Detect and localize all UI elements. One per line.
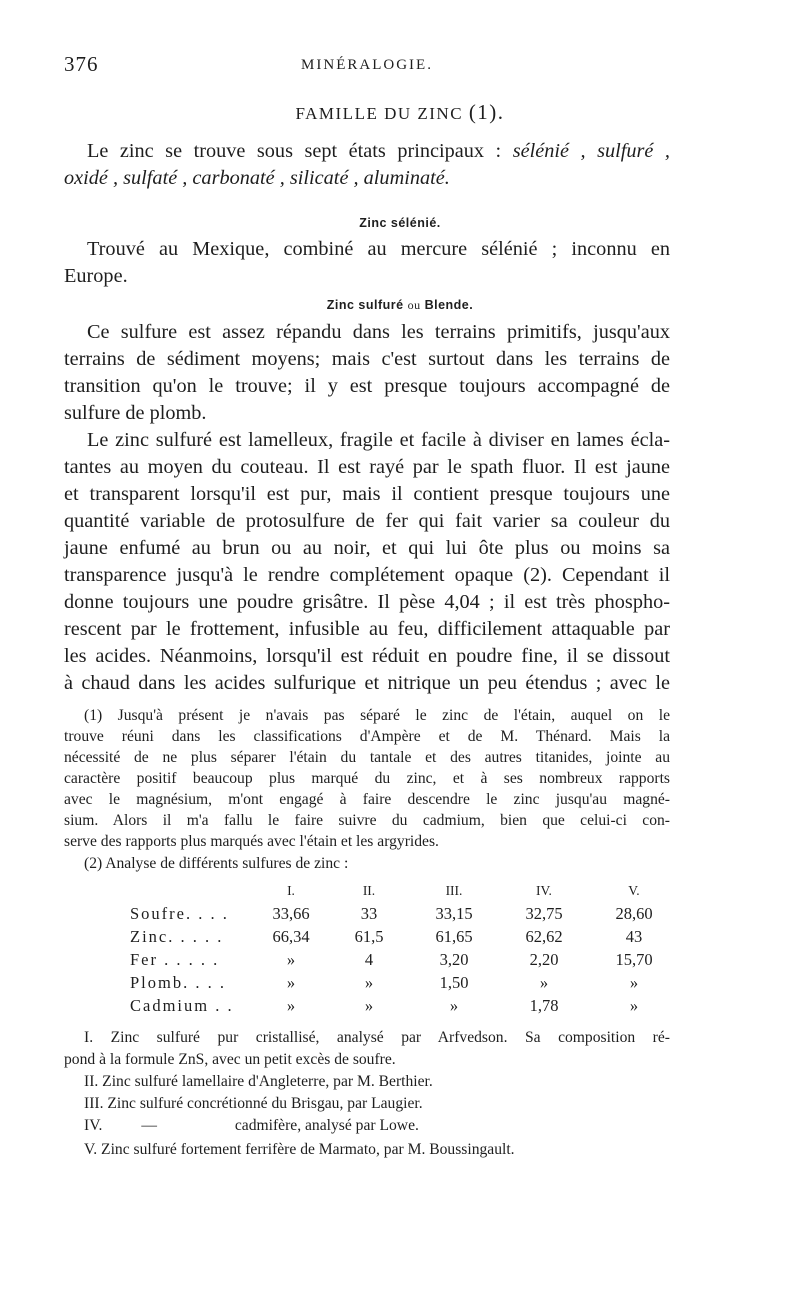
analysis-table (110, 880, 680, 1017)
footnote-line: serve des rapports plus marqués avec l'étain et les argyrides. (64, 833, 439, 850)
table-cell: » (286, 995, 296, 1015)
footnote-line: avec le magnésium, m'ont engagé à faire descendre le zinc jusqu'au magné- (64, 791, 670, 808)
table-cell: 33,15 (435, 903, 473, 923)
table-cell: » (449, 995, 459, 1015)
paragraph-line: jaune enfumé au brun ou au noir, et qui lui ôte plus ou moins sa (64, 537, 670, 559)
table-cell: 2,20 (529, 949, 559, 969)
table-row (110, 902, 680, 925)
source-line: V. Zinc sulfuré fortement ferrifère de Marmato, par M. Boussingault. (84, 1141, 515, 1158)
family-title: FAMILLE DU ZINC (295, 104, 464, 123)
table-cell: » (629, 995, 639, 1015)
table-row (110, 948, 680, 971)
paragraph-line: tantes au moyen du couteau. Il est rayé par le spath fluor. Il est jaune (64, 456, 670, 478)
intro-line: Le zinc se trouve sous sept états principaux : sélénié , sulfuré , (87, 140, 671, 162)
table-cell: 1,50 (439, 972, 469, 992)
running-head (64, 52, 670, 80)
table-cell: » (629, 972, 639, 992)
table-cell: 33,66 (272, 903, 310, 923)
footnote-line: nécessité de ne plus séparer l'étain du tantale et des autres titanides, jointe au (64, 749, 670, 766)
column-header: II. (362, 883, 376, 899)
paragraph-line: et transparent lorsqu'il est pur, mais il contient presque toujours une (64, 483, 670, 505)
paragraph-line: à chaud dans les acides sulfurique et nitrique un peu étendus ; avec le (64, 672, 670, 694)
paragraph-line: quantité variable de protosulfure de fer qui fait varier sa couleur du (64, 510, 670, 532)
table-cell: » (364, 972, 374, 992)
page-number: 376 (64, 52, 99, 76)
table-cell: 61,5 (354, 926, 384, 946)
column-header: I. (287, 883, 295, 899)
table-header-row (110, 880, 680, 902)
row-label: Zinc. . . . . (130, 926, 224, 946)
paragraph-line: Ce sulfure est assez répandu dans les terrains primitifs, jusqu'aux (87, 321, 670, 343)
paragraph-line: transparence jusqu'à le rendre complétement opaque (2). Cependant il (64, 564, 670, 586)
paragraph-line: terrains de sédiment moyens; mais c'est surtout dans les terrains de (64, 348, 670, 370)
column-header: III. (445, 883, 463, 899)
table-cell: 28,60 (615, 903, 653, 923)
source-line: I. Zinc sulfuré pur cristallisé, analysé par Arfvedson. Sa composition ré- (84, 1029, 670, 1046)
section-heading-zinc-selenie: Zinc sélénié. (359, 216, 441, 230)
table-cell: 61,65 (435, 926, 473, 946)
table-cell: 4 (364, 949, 374, 969)
paragraph-line: les acides. Néanmoins, lorsqu'il est réduit en poudre fine, il se dissout (64, 645, 670, 667)
intro-states-italic: sélénié , sulfuré , (512, 140, 671, 162)
paragraph-line: Le zinc sulfuré est lamelleux, fragile et facile à diviser en lames écla- (87, 429, 670, 451)
table-cell: » (539, 972, 549, 992)
column-header: V. (628, 883, 640, 899)
paragraph-line: Trouvé au Mexique, combiné au mercure sélénié ; inconnu en (87, 238, 670, 260)
table-cell: » (286, 972, 296, 992)
table-cell: 66,34 (272, 926, 310, 946)
source-line: IV. — cadmifère, analysé par Lowe. (84, 1117, 419, 1134)
paragraph-line: sulfure de plomb. (64, 402, 207, 424)
table-row (110, 971, 680, 994)
paragraph-line: transition qu'on le trouve; il y est presque toujours accompagné de (64, 375, 670, 397)
table-cell: 1,78 (529, 995, 559, 1015)
footnote-line: caractère positif beaucoup plus marqué du zinc, et à ses nombreux rapports (64, 770, 670, 787)
table-row (110, 925, 680, 948)
source-line: pond à la formule ZnS, avec un petit excès de soufre. (64, 1051, 396, 1068)
column-header: IV. (536, 883, 552, 899)
table-cell: 15,70 (615, 949, 653, 969)
row-label: Soufre. . . . (130, 903, 229, 923)
paragraph-line: Europe. (64, 265, 128, 287)
source-line: III. Zinc sulfuré concrétionné du Brisgau, par Laugier. (84, 1095, 423, 1112)
table-cell: 62,62 (525, 926, 563, 946)
paragraph-line: donne toujours une poudre grisâtre. Il pèse 4,04 ; il est très phospho- (64, 591, 670, 613)
table-cell: 33 (360, 903, 378, 923)
intro-states-italic: oxidé , sulfaté , carbonaté , silicaté , aluminaté. (64, 167, 450, 189)
source-line: II. Zinc sulfuré lamellaire d'Angleterre, par M. Berthier. (84, 1073, 433, 1090)
row-label: Fer . . . . . (130, 949, 220, 969)
running-title: MINÉRALOGIE. (301, 57, 433, 73)
table-cell: 32,75 (525, 903, 563, 923)
table-cell: » (286, 949, 296, 969)
footnote-line: trouve réuni dans les classifications d'Ampère et de M. Thénard. Mais la (64, 728, 670, 745)
row-label: Cadmium . . (130, 995, 234, 1015)
chapter-heading (0, 100, 800, 125)
section-heading-zinc-sulfure: Zinc sulfuré ou Blende. (326, 298, 474, 312)
table-cell: 3,20 (439, 949, 469, 969)
paragraph-line: rescent par le frottement, infusible au feu, difficilement attaquable par (64, 618, 670, 640)
table-row (110, 994, 680, 1017)
intro-line (64, 165, 670, 192)
footnote-2-title: (2) Analyse de différents sulfures de zinc : (84, 855, 349, 872)
row-label: Plomb. . . . (130, 972, 226, 992)
table-cell: » (364, 995, 374, 1015)
footnote-line: (1) Jusqu'à présent je n'avais pas séparé le zinc de l'étain, auquel on le (84, 707, 670, 724)
footnote-ref-1: (1). (468, 100, 505, 124)
footnote-line: sium. Alors il m'a fallu le faire suivre du cadmium, bien que celui-ci con- (64, 812, 670, 829)
table-cell: 43 (625, 926, 643, 946)
